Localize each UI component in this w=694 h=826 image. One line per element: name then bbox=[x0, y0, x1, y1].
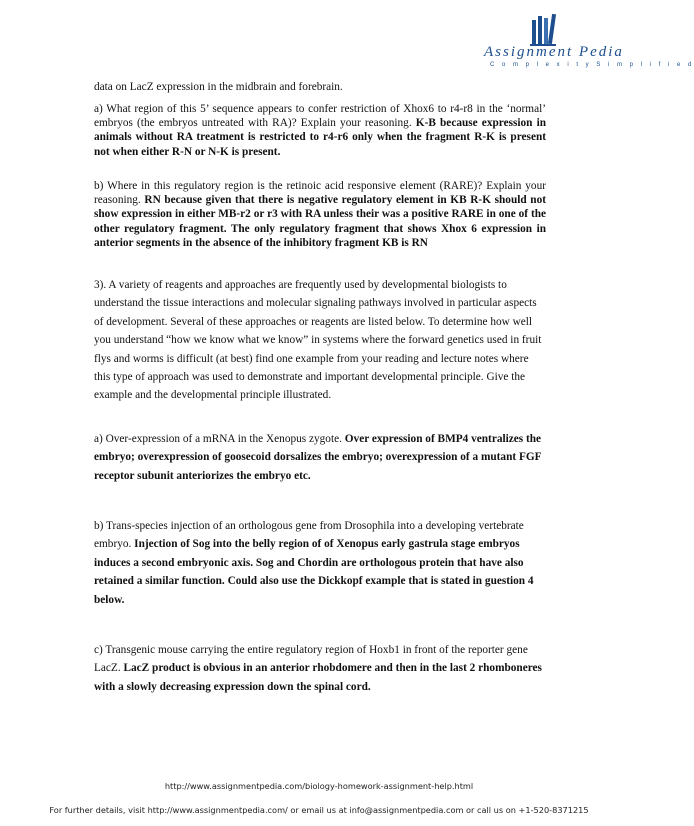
paragraph-answer-c: c) Transgenic mouse carrying the entire regulatory region of Hoxb1 in front of the reporter gene LacZ. LacZ product is obvious in an anterior rhobdomere and then in the last 2 rhomboneres with a slowly decreasing expression down the spinal cord. bbox=[94, 644, 542, 693]
footer-contact: For further details, visit http://www.assignmentpedia.com/ or email us at info@assignmentpedia.com or call us on +1-520-8371215 bbox=[49, 805, 589, 815]
paragraph-answer-a: a) Over-expression of a mRNA in the Xenopus zygote. Over expression of BMP4 ventralizes the embryo; overexpression of goosecoid dorsalizes the embryo; overexpression of a mutant FGF receptor subunit anteriorizes the embryo etc. bbox=[94, 433, 542, 482]
logo-tagline: C o m p l e x i t y S i m p l i f i e d bbox=[490, 62, 694, 68]
footer-url[interactable]: http://www.assignmentpedia.com/biology-homework-assignment-help.html bbox=[164, 781, 474, 791]
assignment-pedia-logo bbox=[472, 12, 694, 70]
paragraph-answer-b: b) Trans-species injection of an orthologous gene from Drosophila into a developing vertebrate embryo. Injection of Sog into the belly region of of Xenopus early gastrula stage embryos induces a second embryonic axis. Sog and Chordin are orthologous protein that have also retained a similar function. Could also use the Dickkopf example that is stated in guestion 4 below. bbox=[94, 520, 534, 606]
paragraph-question-3: 3). A variety of reagents and approaches are frequently used by developmental biologists to understand the tissue interactions and molecular signaling pathways involved in particular aspects of development. Several of these approaches or reagents are listed below. To determine how well you understand “how we know what we know” in systems where the forward genetics used in fruit flys and worms is difficult (at best) find one example from your reading and lecture notes where this type of approach was used to demonstrate and important developmental principle. Give the example and the developmental principle illustrated. bbox=[94, 279, 542, 402]
books-icon bbox=[530, 12, 556, 48]
paragraph-lacz-data: data on LacZ expression in the midbrain and forebrain. bbox=[94, 81, 343, 93]
paragraph-question-b: b) Where in this regulatory region is the retinoic acid responsive element (RARE)? Explain your reasoning. RN because given that there is negative regulatory element in KB R-K should not show expression in either MB-r2 or r3 with RA unless their was a positive RARE in one of the other regulatory fragment. The only regulatory fragment that shows Xhox 6 expression in anterior segments in the absence of the inhibitory fragment KB is RN bbox=[94, 180, 547, 249]
paragraph-question-a: a) What region of this 5’ sequence appears to confer restriction of Xhox6 to r4-r8 in the ‘normal’ embryos (the embryos untreated with RA)? Explain your reasoning. K-B because expression in animals without RA treatment is restricted to r4-r6 only when the fragment R-K is present not when either R-N or N-K is present. bbox=[94, 103, 547, 158]
logo-name: Assignment Pedia bbox=[484, 44, 624, 60]
